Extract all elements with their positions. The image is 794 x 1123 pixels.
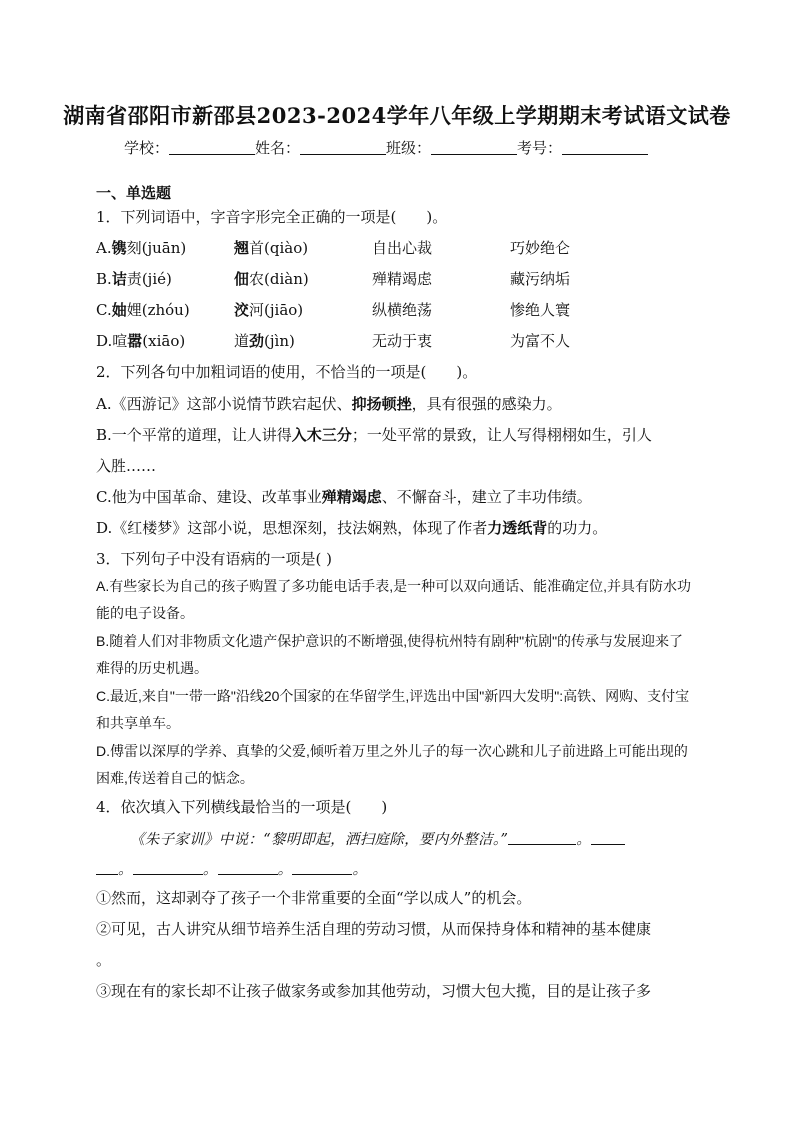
sentence-text: ，具有很强的感染力。 [411,395,562,413]
class-label: 班级： [386,139,432,157]
option-label: B. [96,270,112,288]
idiom: 无动于衷 [372,332,433,350]
sentence-text: 、不懈奋斗，建立了丰功伟绩。 [381,488,592,506]
word-text: 首(qiào) [249,239,309,257]
q2-option-b-cont: 入胜…… [96,457,157,475]
idiom: 巧妙绝仑 [510,239,571,257]
idiom: 惨绝人寰 [510,301,571,319]
q4-sentence-1: ①然而，这却剥夺了孩子一个非常重要的全面“学以成人”的机会。 [96,889,532,907]
punct: 。 [352,862,368,878]
school-label: 学校： [124,139,170,157]
fill-blank[interactable] [96,862,118,875]
q4-sentence-2: ②可见，古人讲究从细节培养生活自理的劳动习惯，从而保持身体和精神的基本健康 [96,920,652,938]
pinyin: (jìn) [264,332,295,350]
q3-option-a-cont: 能的电子设备。 [96,605,194,621]
school-blank[interactable] [169,140,255,155]
q2-stem: 2．下列各句中加粗词语的使用，不恰当的一项是( )。 [96,363,478,381]
fill-blank[interactable] [508,832,576,845]
fill-blank[interactable] [133,862,203,875]
bold-char: 妯 [111,301,127,319]
option-label: C. [96,301,112,319]
idiom: 纵横绝荡 [372,301,433,319]
q2-option-b [96,424,652,445]
name-blank[interactable] [300,140,386,155]
sentence-text: A.《西游记》这部小说情节跌宕起伏、 [96,395,352,413]
pinyin: (xiāo) [142,332,186,350]
idiom: 自出心裁 [372,239,433,257]
word-text: 道 [234,332,250,350]
q3-option-b-cont: 难得的历史机遇。 [96,660,208,676]
bold-char: 劲 [249,332,265,350]
sentence-text: D.《红楼梦》这部小说，思想深刻，技法娴熟，体现了作者 [96,519,488,537]
quote-text: 《朱子家训》中说：“黎明即起，洒扫庭除，要内外整洁。” [130,832,509,848]
q2-option-d [96,517,607,538]
word-text: 娌(zhóu) [126,301,190,319]
bold-phrase: 入木三分 [291,426,352,444]
q4-blanks-line [96,858,367,879]
fill-blank[interactable] [292,862,352,875]
q4-quote-line [130,828,625,849]
q2-option-a [96,393,562,414]
bold-phrase: 力透纸背 [487,519,548,537]
q3-option-b: B.随着人们对非物质文化遗产保护意识的不断增强,使得杭州特有剧种"杭剧"的传承与发展迎来了 [96,633,684,649]
punct: 。 [118,862,133,878]
bold-phrase: 抑扬顿挫 [351,395,412,413]
bold-char: 洨 [234,301,250,319]
q4-sentence-2-cont: 。 [96,951,112,969]
name-label: 姓名： [255,139,301,157]
q3-stem: 3．下列句子中没有语病的一项是( ) [96,550,333,568]
q3-option-c-cont: 和共享单车。 [96,715,180,731]
bold-char: 翘 [234,239,250,257]
sentence-text: B.一个平常的道理，让人讲得 [96,426,292,444]
q3-option-d: D.傅雷以深厚的学养、真挚的父爱,倾听着万里之外儿子的每一次心跳和儿子前进路上可能出现的 [96,743,688,759]
q3-option-c: C.最近,来自"一带一路"沿线20个国家的在华留学生,评选出中国"新四大发明":高铁、网购、支付宝 [96,688,690,704]
idiom: 殚精竭虑 [372,270,433,288]
bold-char: 嚣 [127,332,143,350]
sentence-text: C.他为中国革命、建设、改革事业 [96,488,322,506]
word-text: 农(diàn) [249,270,309,288]
sentence-text: ；一处平常的景致，让人写得栩栩如生，引人 [351,426,652,444]
punct: 。 [576,832,591,848]
option-label: D. [96,332,113,350]
idiom: 为富不人 [510,332,571,350]
class-blank[interactable] [431,140,517,155]
word-text: 喧 [112,332,128,350]
fill-blank[interactable] [591,832,625,845]
section-heading: 一、单选题 [96,184,172,202]
sentence-text: 的功力。 [547,519,608,537]
number-blank[interactable] [562,140,648,155]
bold-char: 镌 [111,239,127,257]
bold-char: 诘 [111,270,127,288]
q4-stem: 4．依次填入下列横线最恰当的一项是( ) [96,798,388,816]
q4-sentence-3: ③现在有的家长却不让孩子做家务或参加其他劳动，习惯大包大揽，目的是让孩子多 [96,982,652,1000]
idiom: 藏污纳垢 [510,270,571,288]
q1-stem: 1．下列词语中，字音字形完全正确的一项是( )。 [96,208,448,226]
bold-phrase: 殚精竭虑 [321,488,382,506]
number-label: 考号： [517,139,563,157]
bold-char: 佃 [234,270,250,288]
student-info-fields [124,137,648,158]
word-text: 河(jiāo) [249,301,304,319]
exam-title: 湖南省邵阳市新邵县2023-2024学年八年级上学期期末考试语文试卷 [63,103,731,128]
q2-option-c [96,486,592,507]
punct: 。 [202,862,218,878]
q3-option-d-cont: 困难,传送着自己的惦念。 [96,770,254,786]
option-label: A. [96,239,112,257]
fill-blank[interactable] [218,862,278,875]
punct: 。 [277,862,293,878]
word-text: 刻(juān) [126,239,187,257]
word-text: 责(jié) [126,270,172,288]
q3-option-a: A.有些家长为自己的孩子购置了多功能电话手表,是一种可以双向通话、能准确定位,并具有防水功 [96,578,692,594]
